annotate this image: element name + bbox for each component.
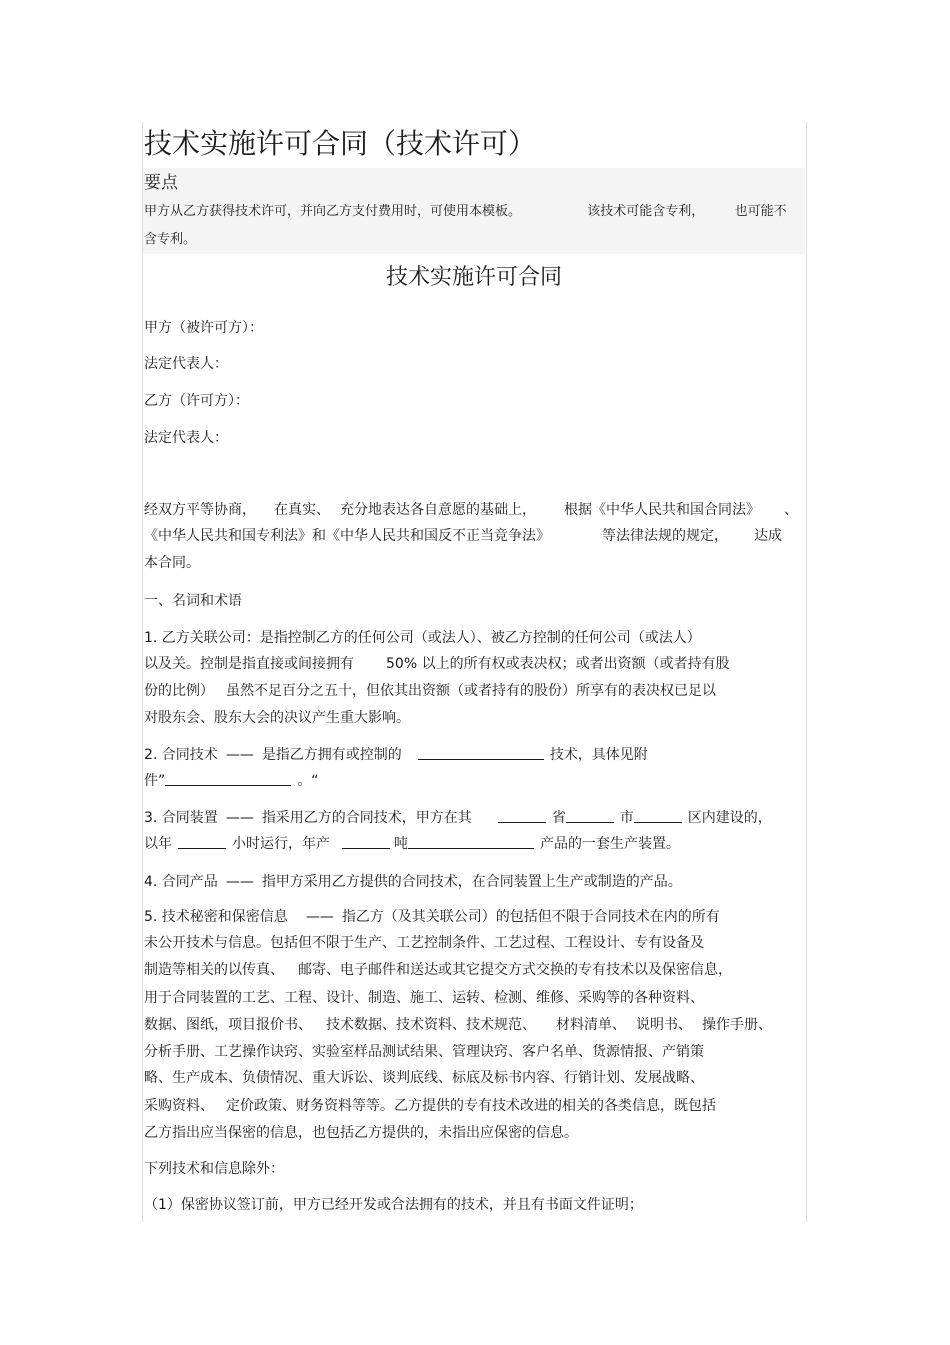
item-text: 说明书、	[636, 1017, 692, 1033]
item-text: 吨	[394, 836, 408, 852]
item-text: 份的比例）	[144, 683, 214, 699]
item1-line-4: 对股东会、股东大会的决议产生重大影响。	[144, 710, 410, 726]
preamble-text: 、	[784, 502, 798, 518]
party-b-label: 乙方（许可方）：	[144, 393, 249, 409]
contract-title: 技术实施许可合同	[385, 265, 562, 290]
party-a-representative-label: 法定代表人：	[144, 356, 228, 372]
exclusions-heading: 下列技术和信息除外：	[144, 1161, 284, 1177]
item-text: 50% 以上的所有权或表决权；或者出资额（或者持有股	[386, 656, 730, 672]
item-text: 是指乙方拥有或控制的	[261, 747, 402, 763]
item5-line-1	[144, 907, 720, 927]
preamble-text: 《中华人民共和国专利法》和《中华人民共和国反不正当竞争法》	[144, 528, 550, 544]
exclusion-item-1: （1）保密协议签订前，甲方已经开发或合法拥有的技术，并且有书面文件证明；	[144, 1197, 643, 1213]
district-blank[interactable]	[634, 808, 682, 823]
item-dash: ——	[305, 909, 334, 925]
preamble-text: 根据《中华人民共和国合同法》	[564, 502, 760, 518]
item-text: 件”	[144, 773, 166, 789]
item-text: 小时运行，年产	[232, 836, 330, 852]
party-b-representative-label: 法定代表人：	[144, 430, 228, 446]
summary-text-b: 该技术可能含专利，	[587, 204, 705, 219]
summary-text-c: 也可能不	[734, 204, 787, 219]
item-text: 区内建设的，	[687, 810, 772, 826]
item5-line-3	[144, 960, 732, 980]
item-text: 数据、图纸，项目报价书、	[144, 1017, 312, 1033]
item-text: 。“	[297, 773, 319, 789]
page-border-right	[806, 122, 807, 1222]
summary-line-1	[144, 202, 787, 222]
summary-line-2: 含专利。	[144, 232, 197, 247]
item-text: 虽然不足百分之五十，但依其出资额（或者持有的股份）所享有的表决权已足以	[226, 683, 716, 699]
party-a-label: 甲方（被许可方）：	[144, 320, 263, 336]
item-text: 采购资料、	[144, 1098, 214, 1114]
item-text: 市	[619, 810, 634, 826]
item2-line-1	[144, 745, 648, 765]
item-text: 材料清单、	[556, 1017, 626, 1033]
item-text: 制造等相关的以传真、	[144, 962, 284, 978]
fill-blank[interactable]	[165, 771, 291, 786]
item-text: 技术数据、技术资料、技术规范、	[326, 1017, 536, 1033]
item1-line-1: 1. 乙方关联公司：是指控制乙方的任何公司（或法人）、被乙方控制的任何公司（或法人）	[144, 630, 701, 646]
document-title: 技术实施许可合同（技术许可）	[144, 127, 537, 160]
item-text: 技术，具体见附	[549, 747, 648, 763]
item5-line-8	[144, 1096, 716, 1116]
item3-line-2	[144, 834, 680, 854]
preamble-line-1	[144, 500, 798, 520]
item5-line-4: 用于合同装置的工艺、工程、设计、制造、施工、运转、检测、维修、采购等的各种资料、	[144, 990, 704, 1006]
item-text: 以年	[144, 836, 172, 852]
preamble-line-3: 本合同。	[144, 555, 200, 571]
item-text: 省	[551, 810, 566, 826]
item-text: 操作手册、	[702, 1017, 772, 1033]
item5-line-2: 未公开技术与信息。包括但不限于生产、工艺控制条件、工艺过程、工程设计、专有设备及	[144, 935, 704, 951]
preamble-text: 达成	[754, 528, 782, 544]
hours-blank[interactable]	[178, 834, 226, 849]
item-text: 4. 合同产品	[144, 874, 218, 890]
item-text: 邮寄、电子邮件和送达或其它提交方式交换的专有技术以及保密信息，	[298, 962, 732, 978]
item5-line-7: 略、生产成本、负债情况、重大诉讼、谈判底线、标底及标书内容、行销计划、发展战略、	[144, 1070, 704, 1086]
item4-line-1	[144, 872, 682, 892]
item-text: 以及关。控制是指直接或间接拥有	[144, 656, 354, 672]
item1-line-2	[144, 654, 730, 674]
fill-blank[interactable]	[418, 745, 544, 760]
item1-line-3	[144, 681, 716, 701]
item5-line-9: 乙方指出应当保密的信息，也包括乙方提供的，未指出应保密的信息。	[144, 1125, 578, 1141]
preamble-text: 等法律法规的规定，	[602, 528, 728, 544]
item2-line-2	[144, 771, 319, 791]
item-text: 3. 合同装置	[144, 810, 218, 826]
item-text: 2. 合同技术	[144, 747, 218, 763]
item5-line-6: 分析手册、工艺操作诀窍、实验室样品测试结果、管理诀窍、客户名单、货源情报、产销策	[144, 1044, 704, 1060]
item-dash: ——	[225, 874, 254, 890]
item-text: 5. 技术秘密和保密信息	[144, 909, 288, 925]
item-text: 指采用乙方的合同技术，甲方在其	[261, 810, 472, 826]
item-text: 定价政策、财务资料等等。乙方提供的专有技术改进的相关的各类信息，既包括	[226, 1098, 716, 1114]
item-dash: ——	[225, 747, 254, 763]
preamble-text: 经双方平等协商，	[144, 502, 256, 518]
item-text: 指甲方采用乙方提供的合同技术，在合同装置上生产或制造的产品。	[261, 874, 682, 890]
item3-line-1	[144, 808, 772, 828]
item-dash: ——	[225, 810, 254, 826]
summary-heading: 要点	[144, 173, 178, 193]
product-blank[interactable]	[408, 834, 534, 849]
preamble-text: 充分地表达各自意愿的基础上，	[340, 502, 536, 518]
province-blank[interactable]	[498, 808, 546, 823]
preamble-text: 在真实、	[274, 502, 330, 518]
item-text: 产品的一套生产装置。	[540, 836, 680, 852]
city-blank[interactable]	[566, 808, 614, 823]
summary-text-a: 甲方从乙方获得技术许可，并向乙方支付费用时，可使用本模板。	[144, 204, 522, 219]
section-heading: 一、名词和术语	[144, 593, 242, 609]
item-text: 指乙方（及其关联公司）的包括但不限于合同技术在内的所有	[341, 909, 720, 925]
preamble-line-2	[144, 526, 782, 546]
tonnage-blank[interactable]	[342, 834, 390, 849]
item5-line-5	[144, 1015, 772, 1035]
